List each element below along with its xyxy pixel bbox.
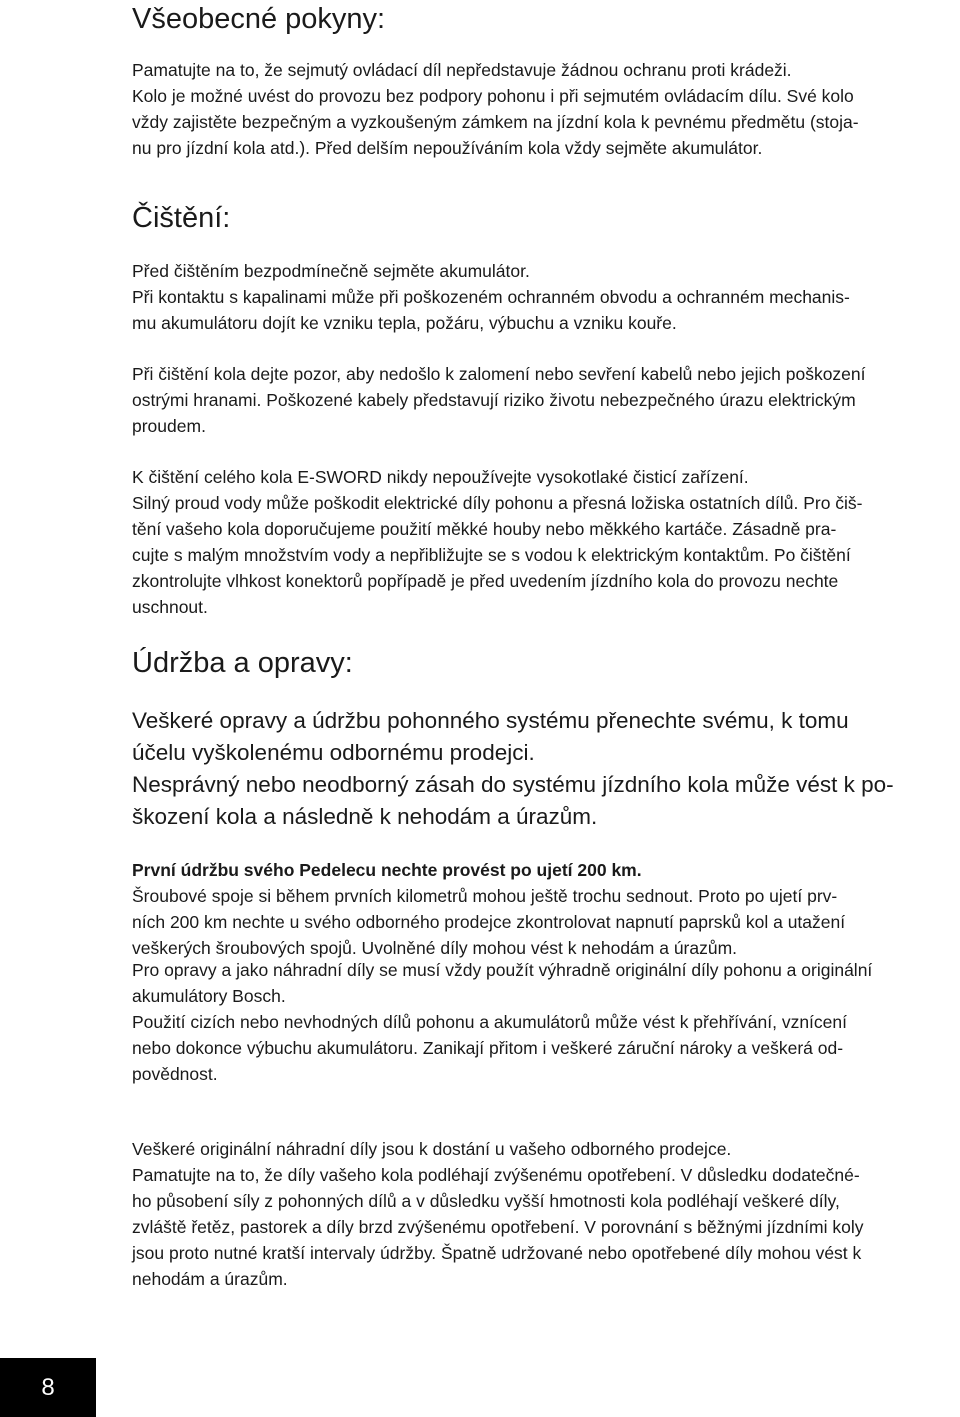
- maintenance-emphasis-paragraph: [132, 705, 894, 833]
- maintenance-paragraph-2: [132, 957, 872, 1087]
- text-line: Před čištěním bezpodmínečně sejměte akumulátor.: [132, 261, 530, 281]
- text-line: Použití cizích nebo nevhodných dílů pohonu a akumulátorů může vést k přehřívání, vznícení: [132, 1012, 847, 1032]
- general-paragraph: [132, 57, 859, 161]
- text-line: škození kola a následně k nehodám a úrazům.: [132, 804, 598, 829]
- maintenance-paragraph-3: [132, 1136, 863, 1292]
- text-line: Nesprávný nebo neodborný zásah do systému jízdního kola může vést k po-: [132, 772, 894, 797]
- text-line: povědnost.: [132, 1064, 218, 1084]
- text-line: ostrými hranami. Poškozené kabely představují riziko životu nebezpečného úrazu elektrickým: [132, 390, 856, 410]
- text-line: mu akumulátoru dojít ke vzniku tepla, požáru, výbuchu a vzniku kouře.: [132, 313, 677, 333]
- section-heading-general: Všeobecné pokyny:: [132, 3, 386, 35]
- text-line: Veškeré originální náhradní díly jsou k dostání u vašeho odborného prodejce.: [132, 1139, 732, 1159]
- section-heading-cleaning: Čištění:: [132, 202, 231, 234]
- section-heading-maintenance: Údržba a opravy:: [132, 647, 353, 679]
- text-line: nehodám a úrazům.: [132, 1269, 288, 1289]
- text-line: Při čištění kola dejte pozor, aby nedošlo k zalomení nebo sevření kabelů nebo jejich poškození: [132, 364, 866, 384]
- text-line: nu pro jízdní kola atd.). Před delším nepoužíváním kola vždy sejměte akumulátor.: [132, 138, 763, 158]
- text-line: veškerých šroubových spojů. Uvolněné díly mohou vést k nehodám a úrazům.: [132, 938, 738, 958]
- text-line: jsou proto nutné kratší intervaly údržby. Špatně udržované nebo opotřebené díly mohou vést k: [132, 1243, 862, 1263]
- text-line: ho působení síly z pohonných dílů a v důsledku vyšší hmotnosti kola podléhají veškeré díly,: [132, 1191, 840, 1211]
- text-line: akumulátory Bosch.: [132, 986, 286, 1006]
- bold-text-line: První údržbu svého Pedelecu nechte provést po ujetí 200 km.: [132, 860, 642, 880]
- text-line: nebo dokonce výbuchu akumulátoru. Zanikají přitom i veškeré záruční nároky a veškerá od-: [132, 1038, 844, 1058]
- text-line: Silný proud vody může poškodit elektrické díly pohonu a přesná ložiska ostatních dílů. Pro čiš-: [132, 493, 863, 513]
- text-line: Kolo je možné uvést do provozu bez podpory pohonu i při sejmutém ovládacím dílu. Své kolo: [132, 86, 854, 106]
- text-line: zkontrolujte vlhkost konektorů popřípadě je před uvedením jízdního kola do provozu nechte: [132, 571, 839, 591]
- cleaning-paragraph-2: [132, 361, 866, 439]
- text-line: Veškeré opravy a údržbu pohonného systému přenechte svému, k tomu: [132, 708, 849, 733]
- text-line: K čištění celého kola E-SWORD nikdy nepoužívejte vysokotlaké čisticí zařízení.: [132, 467, 749, 487]
- text-line: uschnout.: [132, 597, 208, 617]
- text-line: účelu vyškolenému odbornému prodejci.: [132, 740, 535, 765]
- text-line: Pro opravy a jako náhradní díly se musí vždy použít výhradně originální díly pohonu a originální: [132, 960, 873, 980]
- text-line: zvláště řetěz, pastorek a díly brzd zvýšenému opotřebení. V porovnání s běžnými jízdními koly: [132, 1217, 864, 1237]
- text-line: Pamatujte na to, že sejmutý ovládací díl nepředstavuje žádnou ochranu proti krádeži.: [132, 60, 792, 80]
- text-line: Pamatujte na to, že díly vašeho kola podléhají zvýšenému opotřebení. V důsledku dodatečné-: [132, 1165, 860, 1185]
- maintenance-paragraph-1: [132, 857, 845, 961]
- text-line: Při kontaktu s kapalinami může při poškozeném ochranném obvodu a ochranném mechanis-: [132, 287, 850, 307]
- text-line: vždy zajistěte bezpečným a vyzkoušeným zámkem na jízdní kola k pevnému předmětu (stoja-: [132, 112, 859, 132]
- cleaning-paragraph-3: [132, 464, 863, 620]
- text-line: cujte s malým množstvím vody a nepřibližujte se s vodou k elektrickým kontaktům. Po čištění: [132, 545, 851, 565]
- text-line: proudem.: [132, 416, 206, 436]
- text-line: Šroubové spoje si během prvních kilometrů mohou ještě trochu sednout. Proto po ujetí prv-: [132, 886, 838, 906]
- page-number-box: [0, 1358, 96, 1417]
- text-line: tění vašeho kola doporučujeme použití měkké houby nebo měkkého kartáče. Zásadně pra-: [132, 519, 837, 539]
- cleaning-paragraph-1: [132, 258, 850, 336]
- text-line: ních 200 km nechte u svého odborného prodejce zkontrolovat napnutí paprsků kol a utažení: [132, 912, 846, 932]
- page-number: 8: [41, 1373, 55, 1401]
